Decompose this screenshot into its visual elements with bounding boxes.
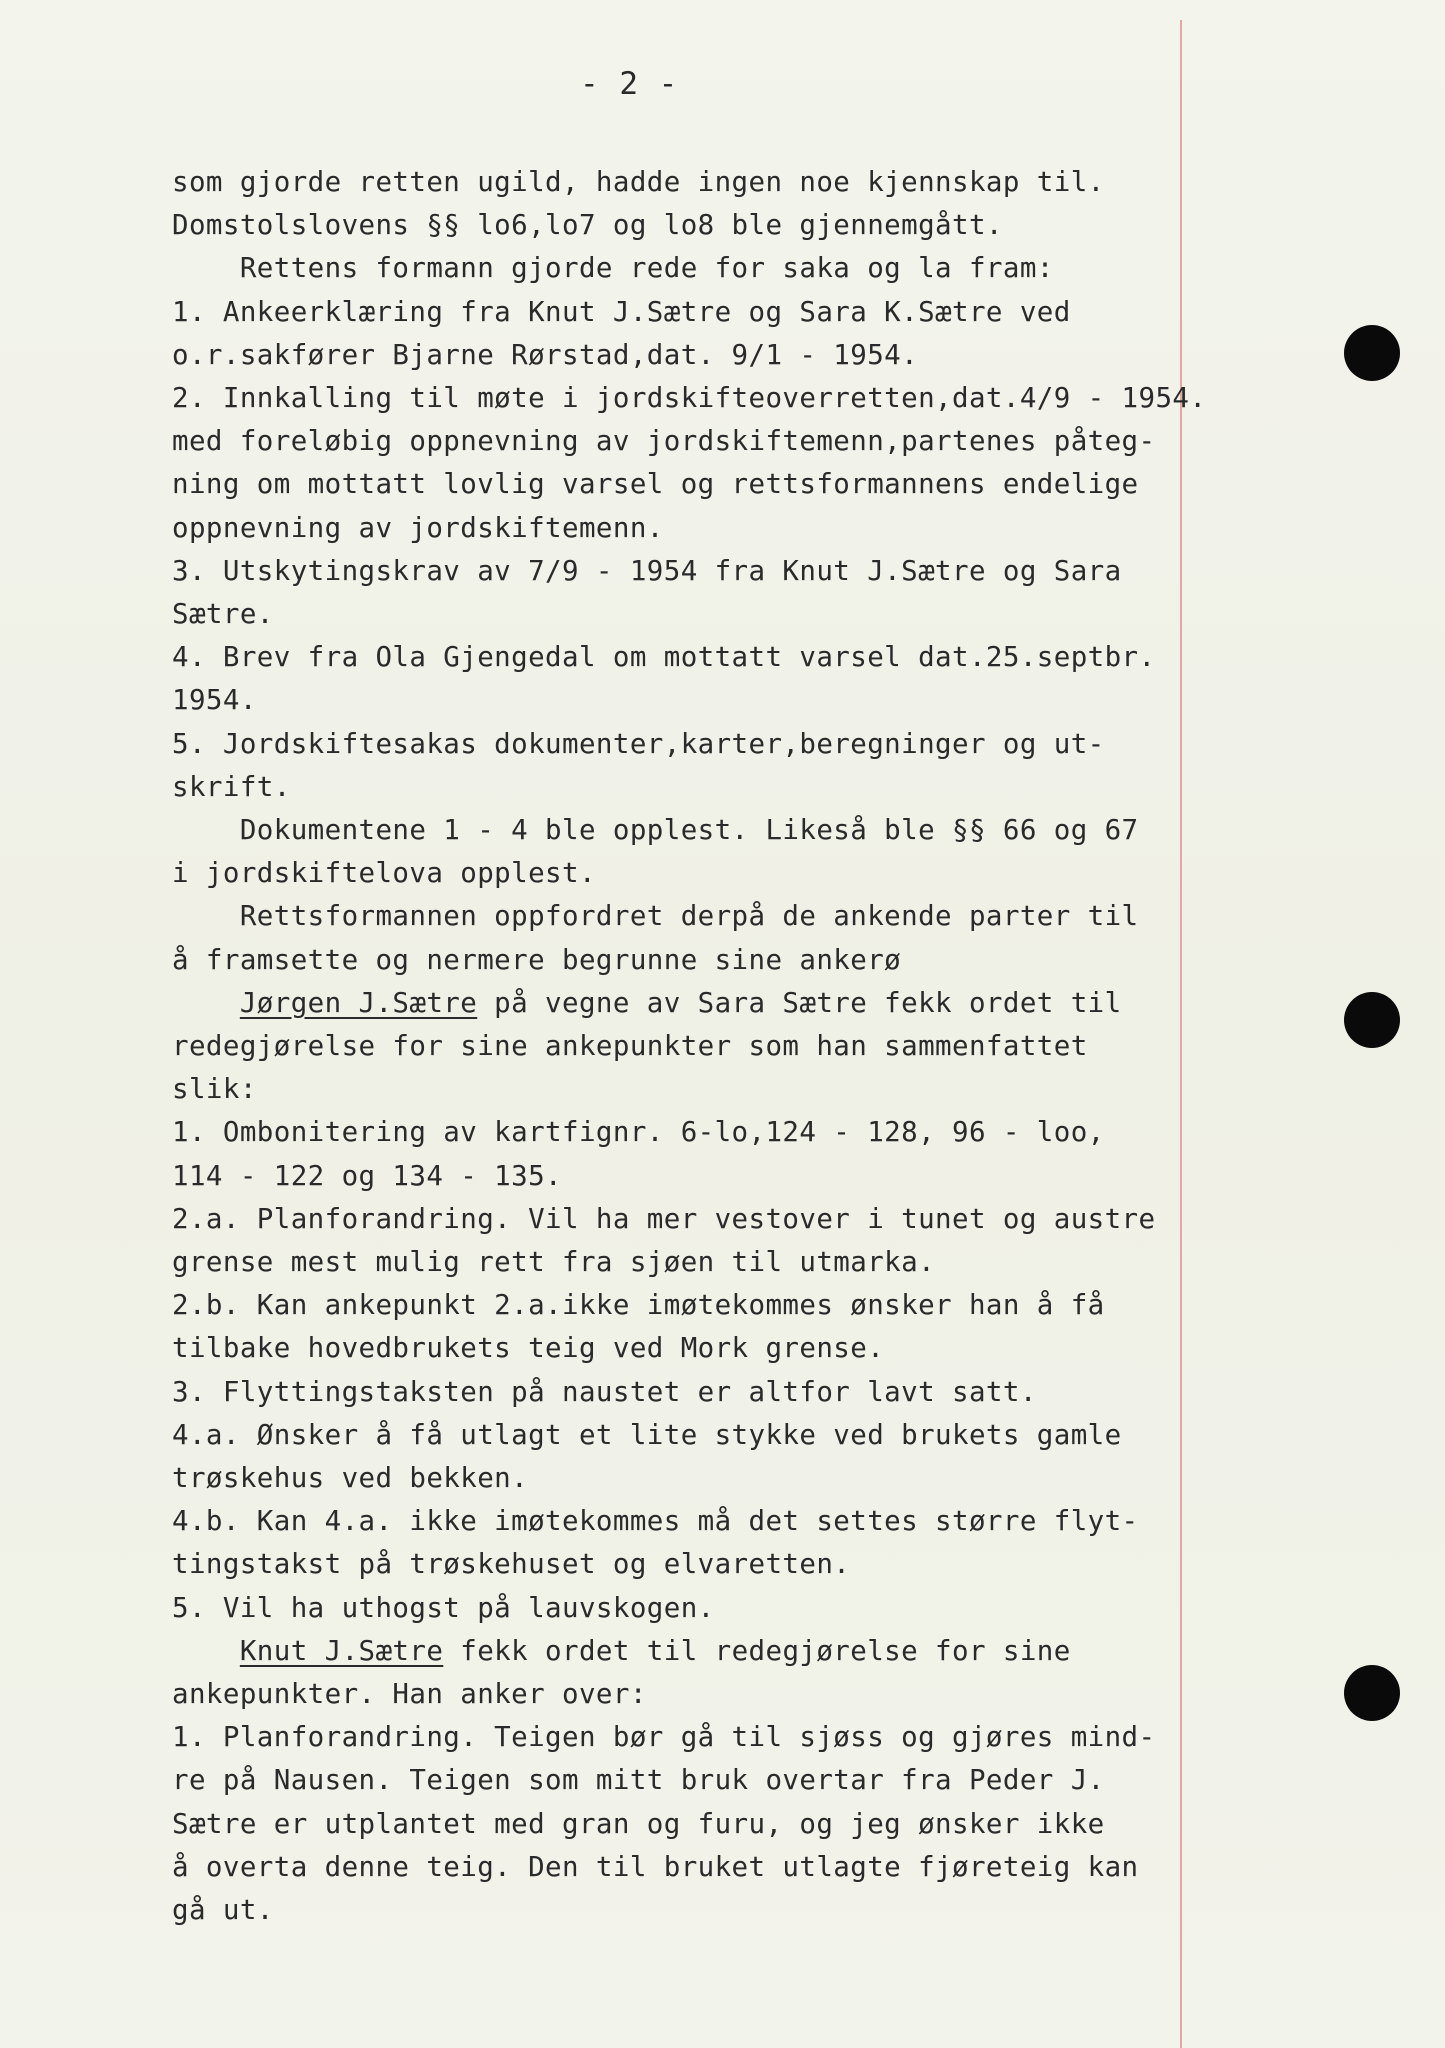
text-line: trøskehus ved bekken. <box>172 1462 529 1494</box>
line-indent <box>172 1635 240 1667</box>
text-line: o.r.sakfører Bjarne Rørstad,dat. 9/1 - 1954. <box>172 338 919 371</box>
text-line: å overta denne teig. Den til bruket utlagte fjøreteig kan <box>172 1850 1139 1883</box>
text-line: 2. Innkalling til møte i jordskifteoverretten,dat.4/9 - 1954. <box>172 382 1207 414</box>
text-line: 114 - 122 og 134 - 135. <box>172 1159 562 1192</box>
line-rest: på vegne av Sara Sætre fekk ordet til <box>477 986 1122 1019</box>
text-line: 4.a. Ønsker å få utlagt et lite stykke ved brukets gamle <box>172 1418 1122 1451</box>
punch-hole <box>1344 992 1400 1048</box>
text-line: Rettens formann gjorde rede for saka og la fram: <box>172 252 1054 285</box>
text-line: i jordskiftelova opplest. <box>172 857 596 890</box>
text-line: ankepunkter. Han anker over: <box>172 1678 647 1710</box>
text-line: Dokumentene 1 - 4 ble opplest. Likeså ble §§ 66 og 67 <box>172 814 1139 846</box>
text-line <box>172 987 1122 1019</box>
text-line: redegjørelse for sine ankepunkter som han sammenfattet <box>172 1030 1088 1062</box>
text-line: Rettsformannen oppfordret derpå de ankende parter til <box>172 900 1139 933</box>
text-line <box>172 1635 1071 1667</box>
line-indent <box>172 987 240 1019</box>
punch-hole <box>1344 1665 1400 1721</box>
punch-hole <box>1344 325 1400 381</box>
page-number: - 2 - <box>580 66 679 102</box>
text-line: med foreløbig oppnevning av jordskiftemenn,partenes påteg- <box>172 425 1156 458</box>
underlined-name: Jørgen J.Sætre <box>239 986 478 1019</box>
text-line: oppnevning av jordskiftemenn. <box>172 511 664 544</box>
text-line: tilbake hovedbrukets teig ved Mork grense. <box>172 1332 885 1365</box>
text-line: gå ut. <box>172 1894 274 1926</box>
text-line: 1. Planforandring. Teigen bør gå til sjøss og gjøres mind- <box>172 1721 1156 1754</box>
underlined-name: Knut J.Sætre <box>239 1634 444 1667</box>
text-line: 3. Flyttingstaksten på naustet er altfor lavt satt. <box>172 1375 1037 1408</box>
text-line: 5. Jordskiftesakas dokumenter,karter,beregninger og ut- <box>172 727 1105 760</box>
line-rest: fekk ordet til redegjørelse for sine <box>443 1634 1071 1667</box>
text-line: å framsette og nermere begrunne sine ankerø <box>172 943 902 976</box>
text-line: Sætre. <box>172 598 274 630</box>
text-line: slik: <box>172 1073 257 1106</box>
text-line: 5. Vil ha uthogst på lauvskogen. <box>172 1591 715 1624</box>
text-line: Sætre er utplantet med gran og furu, og jeg ønsker ikke <box>172 1807 1105 1840</box>
text-line: ning om mottatt lovlig varsel og rettsformannens endelige <box>172 468 1139 501</box>
text-line: grense mest mulig rett fra sjøen til utmarka. <box>172 1246 936 1278</box>
text-line: 2.b. Kan ankepunkt 2.a.ikke imøtekommes ønsker han å få <box>172 1289 1105 1322</box>
text-line: 1954. <box>172 684 257 717</box>
text-line: 4. Brev fra Ola Gjengedal om mottatt varsel dat.25.septbr. <box>172 641 1156 674</box>
text-line: tingstakst på trøskehuset og elvaretten. <box>172 1548 851 1581</box>
text-line: re på Nausen. Teigen som mitt bruk overtar fra Peder J. <box>172 1764 1105 1797</box>
text-line: skrift. <box>172 770 291 803</box>
text-line: 1. Ankeerklæring fra Knut J.Sætre og Sara K.Sætre ved <box>172 295 1071 328</box>
text-line: 2.a. Planforandring. Vil ha mer vestover i tunet og austre <box>172 1202 1156 1235</box>
text-line: som gjorde retten ugild, hadde ingen noe kjennskap til. <box>172 166 1105 198</box>
text-line: 3. Utskytingskrav av 7/9 - 1954 fra Knut J.Sætre og Sara <box>172 554 1122 587</box>
text-line: 4.b. Kan 4.a. ikke imøtekommes må det settes større flyt- <box>172 1505 1139 1538</box>
text-line: Domstolslovens §§ lo6,lo7 og lo8 ble gjennemgått. <box>172 209 1003 242</box>
text-line: 1. Ombonitering av kartfignr. 6-lo,124 - 128, 96 - loo, <box>172 1116 1105 1149</box>
margin-rule <box>1180 20 1182 2048</box>
